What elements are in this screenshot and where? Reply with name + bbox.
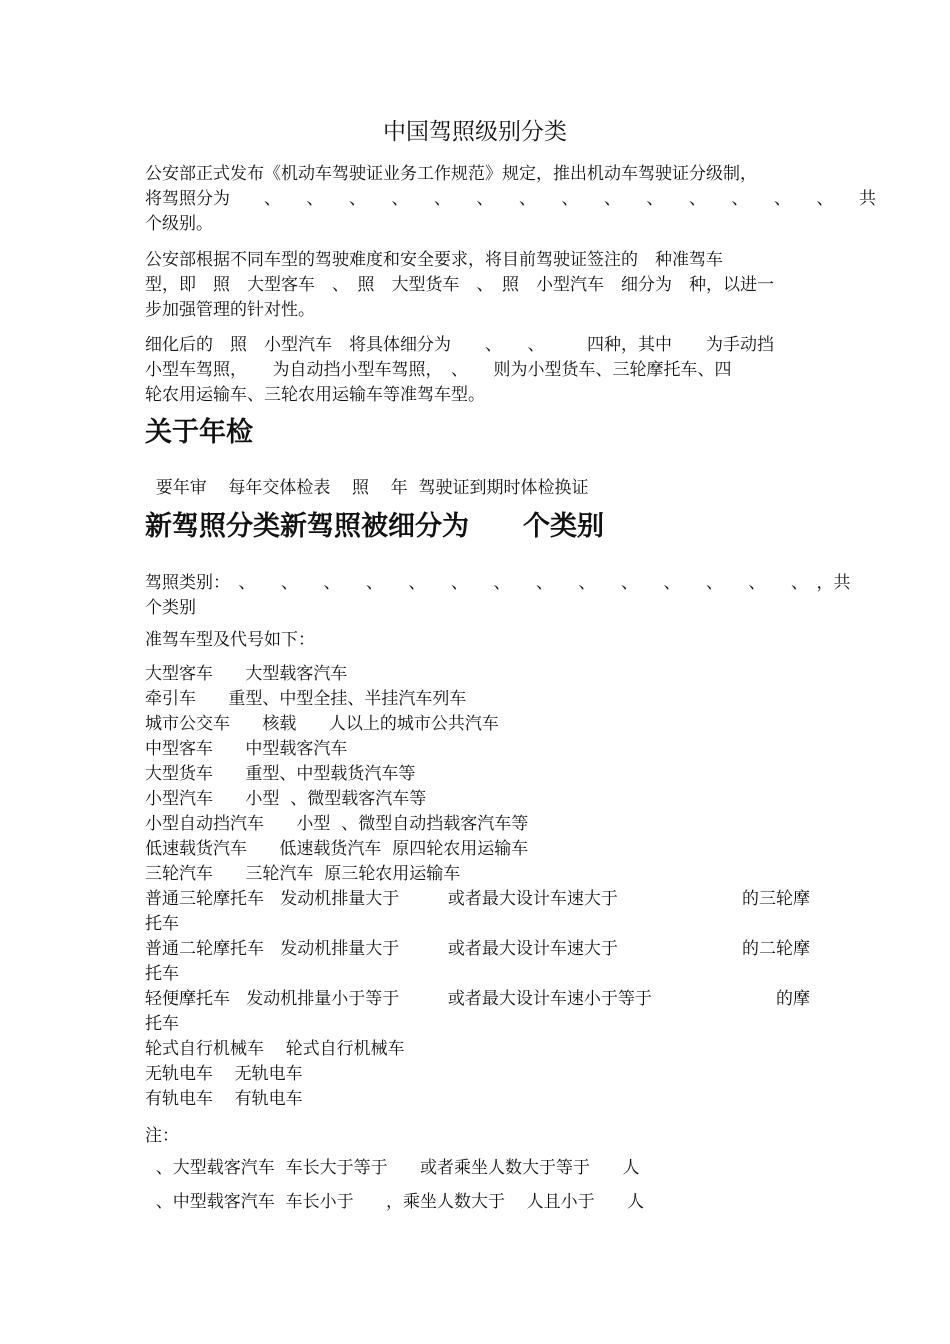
list-item: 大型客车 大型载客汽车	[145, 664, 348, 684]
list-item: 中型客车 中型载客汽车	[145, 739, 348, 759]
list-item	[145, 937, 810, 962]
list-item: 牵引车 重型、中型全挂、半挂汽车列车	[145, 689, 467, 709]
intro-p1-line-1: 公安部正式发布《机动车驾驶证业务工作规范》规定，推出机动车驾驶证分级制，	[145, 164, 757, 184]
moto-line-text: 普通二轮摩托车 发动机排量大于 或者最大设计车速大于	[145, 939, 618, 959]
intro-p2-line-1: 公安部根据不同车型的驾驶难度和安全要求，将目前驾驶证签注的 种准驾车	[145, 250, 723, 270]
vehicle-types-intro: 准驾车型及代号如下：	[145, 630, 315, 650]
annual-inspection-line: 要年审 每年交体检表 照 年 驾驶证到期时体检换证	[145, 478, 589, 498]
moto-line-end: 的三轮摩	[742, 889, 810, 909]
intro-p3-line-3: 轮农用运输车、三轮农用运输车等准驾车型。	[145, 385, 485, 405]
list-item	[145, 887, 810, 912]
intro-p3-line-1: 细化后的 照 小型汽车 将具体细分为 、 、 四种，其中 为手动挡	[145, 335, 774, 355]
section-heading-annual-inspection: 关于年检	[145, 417, 253, 448]
intro-p2-line-3: 步加强管理的针对性。	[145, 300, 315, 320]
moto-line-end: 的二轮摩	[742, 939, 810, 959]
category-line-2: 个类别	[145, 598, 196, 618]
list-item: 小型汽车 小型 、微型载客汽车等	[145, 789, 427, 809]
intro-p1-line-3: 个级别。	[145, 214, 213, 234]
list-item: 小型自动挡汽车 小型 、微型自动挡载客汽车等	[145, 814, 529, 834]
note-line-1: 、大型载客汽车 车长大于等于 或者乘坐人数大于等于 人	[145, 1158, 640, 1178]
list-item-continuation: 托车	[145, 914, 179, 934]
list-item: 大型货车 重型、中型载货汽车等	[145, 764, 416, 784]
list-item: 城市公交车 核载 人以上的城市公共汽车	[145, 714, 499, 734]
notes-label: 注：	[145, 1126, 179, 1146]
list-item: 低速载货汽车 低速载货汽车 原四轮农用运输车	[145, 839, 529, 859]
note-line-2: 、中型载客汽车 车长小于 ，乘坐人数大于 人且小于 人	[145, 1192, 645, 1212]
list-item: 轮式自行机械车 轮式自行机械车	[145, 1039, 405, 1059]
list-item	[145, 987, 810, 1012]
list-item: 有轨电车 有轨电车	[145, 1089, 303, 1109]
category-line-1: 驾照类别： 、 、 、 、 、 、 、 、 、 、 、 、 、 、 ，共	[145, 573, 851, 593]
list-item-continuation: 托车	[145, 1014, 179, 1034]
section-heading-new-license-categories: 新驾照分类新驾照被细分为 个类别	[145, 511, 604, 542]
list-item: 三轮汽车 三轮汽车 原三轮农用运输车	[145, 864, 461, 884]
moto-line-text: 轻便摩托车 发动机排量小于等于 或者最大设计车速小于等于	[145, 989, 652, 1009]
vehicle-type-list	[145, 662, 810, 1112]
intro-p1-line-2: 将驾照分为 、 、 、 、 、 、 、 、 、 、 、 、 、 、 共	[145, 189, 876, 209]
page-title: 中国驾照级别分类	[383, 119, 567, 145]
list-item: 无轨电车 无轨电车	[145, 1064, 303, 1084]
moto-line-end: 的摩	[776, 989, 810, 1009]
moto-line-text: 普通三轮摩托车 发动机排量大于 或者最大设计车速大于	[145, 889, 618, 909]
list-item-continuation: 托车	[145, 964, 179, 984]
intro-p2-line-2: 型，即 照 大型客车 、 照 大型货车 、 照 小型汽车 细分为 种，以进一	[145, 275, 774, 295]
intro-p3-line-2: 小型车驾照， 为自动挡小型车驾照， 、 则为小型货车、三轮摩托车、四	[145, 360, 732, 380]
